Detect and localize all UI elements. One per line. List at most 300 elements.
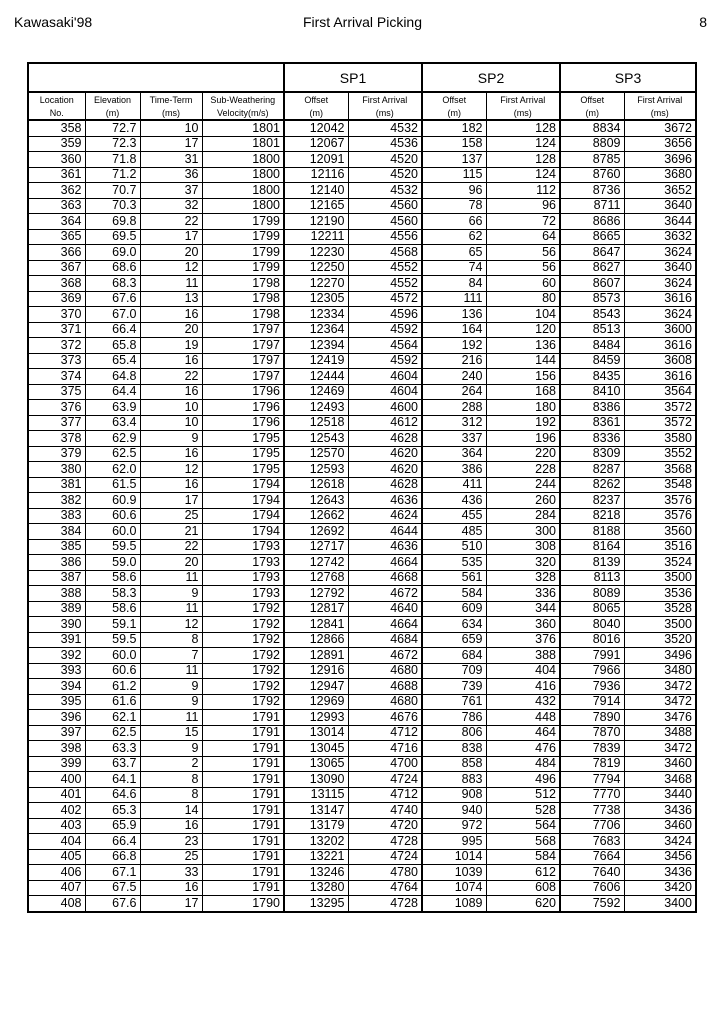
table-cell: 65	[422, 245, 486, 261]
table-cell: 65.4	[85, 353, 140, 369]
column-header: Elevation	[85, 92, 140, 106]
table-cell: 1800	[202, 183, 284, 199]
table-cell: 1791	[202, 787, 284, 803]
table-cell: 7	[140, 648, 202, 664]
table-cell: 59.5	[85, 539, 140, 555]
table-cell: 8484	[560, 338, 624, 354]
table-cell: 7966	[560, 663, 624, 679]
table-cell: 56	[486, 245, 560, 261]
table-cell: 1794	[202, 477, 284, 493]
table-cell: 60	[486, 276, 560, 292]
table-cell: 709	[422, 663, 486, 679]
table-row	[28, 260, 696, 276]
table-cell: 17	[140, 493, 202, 509]
table-cell: 3632	[624, 229, 696, 245]
table-row	[28, 276, 696, 292]
table-cell: 1089	[422, 896, 486, 912]
table-cell: 4600	[348, 400, 422, 416]
table-cell: 158	[422, 136, 486, 152]
table-row	[28, 756, 696, 772]
table-cell: 612	[486, 865, 560, 881]
table-cell: 96	[422, 183, 486, 199]
table-cell: 4740	[348, 803, 422, 819]
column-header: (m)	[422, 106, 486, 120]
table-cell: 17	[140, 896, 202, 912]
table-cell: 4568	[348, 245, 422, 261]
table-cell: 12230	[284, 245, 348, 261]
column-header: (ms)	[486, 106, 560, 120]
table-cell: 584	[486, 849, 560, 865]
table-cell: 62.5	[85, 725, 140, 741]
table-cell: 13147	[284, 803, 348, 819]
table-cell: 56	[486, 260, 560, 276]
table-cell: 60.9	[85, 493, 140, 509]
table-cell: 8386	[560, 400, 624, 416]
table-cell: 360	[28, 152, 85, 168]
table-cell: 362	[28, 183, 85, 199]
table-cell: 3472	[624, 679, 696, 695]
table-cell: 1800	[202, 198, 284, 214]
group-header-sp3: SP3	[560, 63, 696, 92]
table-cell: 31	[140, 152, 202, 168]
table-cell: 395	[28, 694, 85, 710]
table-cell: 13090	[284, 772, 348, 788]
table-cell: 3472	[624, 741, 696, 757]
table-cell: 16	[140, 477, 202, 493]
table-cell: 4552	[348, 260, 422, 276]
table-cell: 12792	[284, 586, 348, 602]
table-cell: 12618	[284, 477, 348, 493]
table-cell: 3524	[624, 555, 696, 571]
table-cell: 62.0	[85, 462, 140, 478]
table-cell: 4560	[348, 198, 422, 214]
table-cell: 8040	[560, 617, 624, 633]
table-cell: 1793	[202, 586, 284, 602]
table-cell: 4680	[348, 694, 422, 710]
table-cell: 1797	[202, 322, 284, 338]
table-cell: 63.3	[85, 741, 140, 757]
table-cell: 136	[422, 307, 486, 323]
table-cell: 12305	[284, 291, 348, 307]
table-cell: 379	[28, 446, 85, 462]
table-cell: 71.2	[85, 167, 140, 183]
table-cell: 7819	[560, 756, 624, 772]
table-cell: 67.6	[85, 291, 140, 307]
table-cell: 3528	[624, 601, 696, 617]
table-cell: 3436	[624, 803, 696, 819]
table-cell: 1794	[202, 508, 284, 524]
table-cell: 328	[486, 570, 560, 586]
table-row	[28, 849, 696, 865]
table-cell: 476	[486, 741, 560, 757]
table-cell: 13202	[284, 834, 348, 850]
column-header: Offset	[284, 92, 348, 106]
table-cell: 12	[140, 462, 202, 478]
table-cell: 528	[486, 803, 560, 819]
table-cell: 69.0	[85, 245, 140, 261]
column-header: (m)	[85, 106, 140, 120]
table-cell: 8139	[560, 555, 624, 571]
table-cell: 3560	[624, 524, 696, 540]
table-cell: 16	[140, 307, 202, 323]
table-cell: 12866	[284, 632, 348, 648]
table-cell: 308	[486, 539, 560, 555]
table-cell: 8089	[560, 586, 624, 602]
table-cell: 3576	[624, 508, 696, 524]
table-cell: 11	[140, 663, 202, 679]
table-cell: 72.3	[85, 136, 140, 152]
table-row	[28, 524, 696, 540]
table-cell: 838	[422, 741, 486, 757]
table-cell: 432	[486, 694, 560, 710]
table-cell: 3616	[624, 291, 696, 307]
table-cell: 8	[140, 772, 202, 788]
table-cell: 240	[422, 369, 486, 385]
table-cell: 128	[486, 152, 560, 168]
table-cell: 4532	[348, 183, 422, 199]
table-cell: 13045	[284, 741, 348, 757]
table-cell: 398	[28, 741, 85, 757]
table-cell: 216	[422, 353, 486, 369]
table-cell: 12742	[284, 555, 348, 571]
table-cell: 66.8	[85, 849, 140, 865]
table-cell: 144	[486, 353, 560, 369]
table-cell: 4672	[348, 648, 422, 664]
table-cell: 69.5	[85, 229, 140, 245]
table-cell: 12270	[284, 276, 348, 292]
table-cell: 337	[422, 431, 486, 447]
table-cell: 12419	[284, 353, 348, 369]
column-header: Time-Term	[140, 92, 202, 106]
table-cell: 3500	[624, 570, 696, 586]
table-cell: 1792	[202, 632, 284, 648]
table-cell: 3468	[624, 772, 696, 788]
table-cell: 375	[28, 384, 85, 400]
table-cell: 3424	[624, 834, 696, 850]
table-cell: 4604	[348, 384, 422, 400]
table-cell: 1791	[202, 772, 284, 788]
table-row	[28, 477, 696, 493]
table-cell: 374	[28, 369, 85, 385]
table-cell: 4664	[348, 555, 422, 571]
table-cell: 568	[486, 834, 560, 850]
table-cell: 8543	[560, 307, 624, 323]
column-header: (ms)	[140, 106, 202, 120]
table-cell: 4640	[348, 601, 422, 617]
table-cell: 1797	[202, 369, 284, 385]
table-row	[28, 803, 696, 819]
table-cell: 12	[140, 617, 202, 633]
table-cell: 4564	[348, 338, 422, 354]
table-cell: 4628	[348, 477, 422, 493]
table-cell: 63.4	[85, 415, 140, 431]
column-header: Location	[28, 92, 85, 106]
table-cell: 4680	[348, 663, 422, 679]
table-cell: 1792	[202, 679, 284, 695]
table-row	[28, 632, 696, 648]
table-row	[28, 679, 696, 695]
table-cell: 7606	[560, 880, 624, 896]
table-row	[28, 508, 696, 524]
table-cell: 369	[28, 291, 85, 307]
table-cell: 8287	[560, 462, 624, 478]
table-row	[28, 120, 696, 136]
table-cell: 1792	[202, 617, 284, 633]
table-cell: 8686	[560, 214, 624, 230]
table-cell: 60.0	[85, 648, 140, 664]
table-cell: 16	[140, 880, 202, 896]
table-row	[28, 462, 696, 478]
table-row	[28, 400, 696, 416]
table-cell: 1795	[202, 431, 284, 447]
table-cell: 21	[140, 524, 202, 540]
table-cell: 7936	[560, 679, 624, 695]
table-cell: 561	[422, 570, 486, 586]
table-cell: 416	[486, 679, 560, 695]
table-cell: 3640	[624, 260, 696, 276]
table-cell: 244	[486, 477, 560, 493]
table-row	[28, 539, 696, 555]
table-cell: 4724	[348, 772, 422, 788]
table-cell: 8237	[560, 493, 624, 509]
table-cell: 71.8	[85, 152, 140, 168]
table-row	[28, 229, 696, 245]
table-cell: 15	[140, 725, 202, 741]
table-cell: 381	[28, 477, 85, 493]
table-cell: 397	[28, 725, 85, 741]
table-cell: 371	[28, 322, 85, 338]
table-cell: 7839	[560, 741, 624, 757]
table-cell: 22	[140, 214, 202, 230]
table-cell: 383	[28, 508, 85, 524]
table-cell: 584	[422, 586, 486, 602]
table-cell: 78	[422, 198, 486, 214]
table-cell: 13014	[284, 725, 348, 741]
table-cell: 180	[486, 400, 560, 416]
table-cell: 16	[140, 384, 202, 400]
table-cell: 65.9	[85, 818, 140, 834]
table-cell: 32	[140, 198, 202, 214]
table-cell: 388	[28, 586, 85, 602]
table-cell: 64.4	[85, 384, 140, 400]
table-cell: 112	[486, 183, 560, 199]
table-cell: 3552	[624, 446, 696, 462]
table-cell: 12250	[284, 260, 348, 276]
table-cell: 8016	[560, 632, 624, 648]
table-cell: 4728	[348, 896, 422, 912]
table-cell: 1791	[202, 834, 284, 850]
table-row	[28, 570, 696, 586]
table-cell: 3624	[624, 276, 696, 292]
table-cell: 12916	[284, 663, 348, 679]
table-cell: 13065	[284, 756, 348, 772]
table-cell: 23	[140, 834, 202, 850]
table-cell: 376	[486, 632, 560, 648]
table-row	[28, 431, 696, 447]
table-row	[28, 183, 696, 199]
column-header: Velocity(m/s)	[202, 106, 284, 120]
table-cell: 7770	[560, 787, 624, 803]
table-cell: 13221	[284, 849, 348, 865]
table-cell: 4620	[348, 462, 422, 478]
table-cell: 1792	[202, 663, 284, 679]
table-cell: 3580	[624, 431, 696, 447]
table-cell: 1801	[202, 120, 284, 136]
table-cell: 358	[28, 120, 85, 136]
table-cell: 3520	[624, 632, 696, 648]
table-row	[28, 353, 696, 369]
table-cell: 12841	[284, 617, 348, 633]
table-cell: 363	[28, 198, 85, 214]
table-cell: 3476	[624, 710, 696, 726]
table-cell: 404	[28, 834, 85, 850]
table-cell: 12067	[284, 136, 348, 152]
table-cell: 192	[486, 415, 560, 431]
table-cell: 13246	[284, 865, 348, 881]
table-cell: 13115	[284, 787, 348, 803]
table-cell: 12394	[284, 338, 348, 354]
group-header-sp2: SP2	[422, 63, 560, 92]
table-cell: 1799	[202, 214, 284, 230]
table-cell: 3624	[624, 245, 696, 261]
table-cell: 1791	[202, 865, 284, 881]
table-cell: 12116	[284, 167, 348, 183]
table-cell: 10	[140, 120, 202, 136]
table-cell: 13280	[284, 880, 348, 896]
table-cell: 65.8	[85, 338, 140, 354]
table-cell: 80	[486, 291, 560, 307]
table-cell: 288	[422, 400, 486, 416]
table-cell: 61.6	[85, 694, 140, 710]
table-cell: 68.6	[85, 260, 140, 276]
table-cell: 3440	[624, 787, 696, 803]
table-cell: 399	[28, 756, 85, 772]
table-cell: 9	[140, 431, 202, 447]
table-cell: 4592	[348, 353, 422, 369]
table-cell: 393	[28, 663, 85, 679]
column-header: Sub-Weathering	[202, 92, 284, 106]
table-cell: 63.7	[85, 756, 140, 772]
table-cell: 72	[486, 214, 560, 230]
table-cell: 72.7	[85, 120, 140, 136]
table-cell: 377	[28, 415, 85, 431]
table-cell: 510	[422, 539, 486, 555]
page-title: First Arrival Picking	[302, 14, 423, 30]
table-row	[28, 555, 696, 571]
table-cell: 8361	[560, 415, 624, 431]
table-cell: 407	[28, 880, 85, 896]
table-cell: 609	[422, 601, 486, 617]
table-row	[28, 136, 696, 152]
table-cell: 1791	[202, 818, 284, 834]
table-cell: 11	[140, 570, 202, 586]
table-cell: 20	[140, 322, 202, 338]
table-cell: 192	[422, 338, 486, 354]
table-row	[28, 725, 696, 741]
table-cell: 386	[422, 462, 486, 478]
table-cell: 361	[28, 167, 85, 183]
table-cell: 1797	[202, 338, 284, 354]
table-cell: 115	[422, 167, 486, 183]
table-cell: 8647	[560, 245, 624, 261]
table-cell: 12042	[284, 120, 348, 136]
table-cell: 8065	[560, 601, 624, 617]
table-cell: 8785	[560, 152, 624, 168]
table-cell: 684	[422, 648, 486, 664]
table-cell: 64	[486, 229, 560, 245]
table-cell: 111	[422, 291, 486, 307]
table-cell: 1791	[202, 741, 284, 757]
table-row	[28, 322, 696, 338]
table-cell: 12993	[284, 710, 348, 726]
table-cell: 4624	[348, 508, 422, 524]
page-number: 8	[699, 14, 707, 30]
table-cell: 8218	[560, 508, 624, 524]
table-cell: 368	[28, 276, 85, 292]
table-cell: 12364	[284, 322, 348, 338]
table-cell: 4644	[348, 524, 422, 540]
table-cell: 608	[486, 880, 560, 896]
table-cell: 3572	[624, 400, 696, 416]
table-cell: 12570	[284, 446, 348, 462]
table-cell: 16	[140, 818, 202, 834]
table-cell: 14	[140, 803, 202, 819]
table-row	[28, 865, 696, 881]
table-row	[28, 415, 696, 431]
table-cell: 13179	[284, 818, 348, 834]
table-cell: 3608	[624, 353, 696, 369]
table-cell: 4728	[348, 834, 422, 850]
table-row	[28, 787, 696, 803]
table-cell: 12969	[284, 694, 348, 710]
table-cell: 67.5	[85, 880, 140, 896]
table-cell: 386	[28, 555, 85, 571]
table-cell: 8	[140, 632, 202, 648]
first-arrival-table	[27, 62, 697, 913]
table-cell: 1796	[202, 384, 284, 400]
table-cell: 68.3	[85, 276, 140, 292]
table-cell: 11	[140, 601, 202, 617]
table-cell: 3652	[624, 183, 696, 199]
table-cell: 436	[422, 493, 486, 509]
table-cell: 20	[140, 555, 202, 571]
table-cell: 124	[486, 167, 560, 183]
table-cell: 59.5	[85, 632, 140, 648]
table-cell: 58.6	[85, 601, 140, 617]
table-cell: 1794	[202, 524, 284, 540]
table-cell: 3496	[624, 648, 696, 664]
table-cell: 168	[486, 384, 560, 400]
table-cell: 62	[422, 229, 486, 245]
table-cell: 360	[486, 617, 560, 633]
table-cell: 64.1	[85, 772, 140, 788]
table-cell: 336	[486, 586, 560, 602]
table-cell: 1795	[202, 446, 284, 462]
table-cell: 8607	[560, 276, 624, 292]
table-cell: 60.6	[85, 663, 140, 679]
table-cell: 156	[486, 369, 560, 385]
table-cell: 66	[422, 214, 486, 230]
table-cell: 12662	[284, 508, 348, 524]
table-cell: 4780	[348, 865, 422, 881]
table-cell: 1074	[422, 880, 486, 896]
table-cell: 58.3	[85, 586, 140, 602]
table-cell: 1791	[202, 849, 284, 865]
table-cell: 37	[140, 183, 202, 199]
table-row	[28, 896, 696, 912]
table-cell: 4560	[348, 214, 422, 230]
table-cell: 564	[486, 818, 560, 834]
